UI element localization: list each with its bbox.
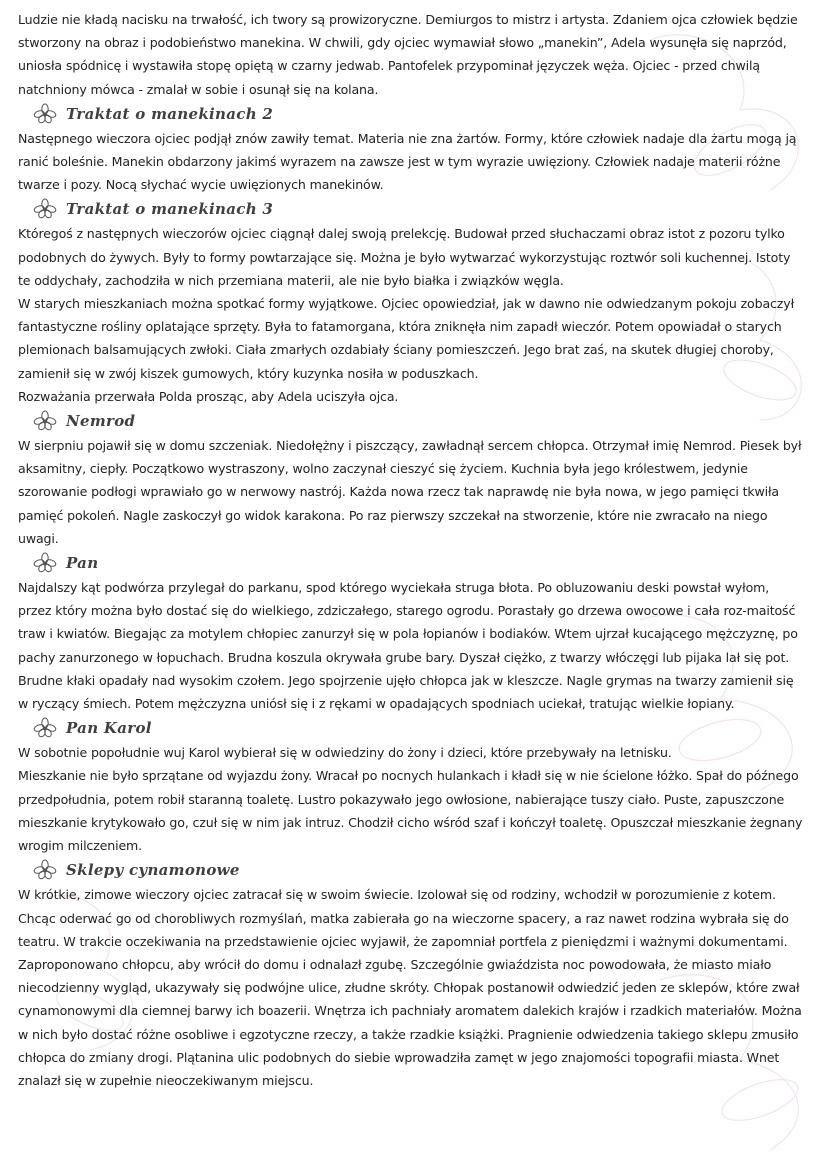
paragraph: W starych mieszkaniach można spotkać formy wyjątkowe. Ojciec opowiedział, jak w dawno nie odwiedzanym pokoju zobaczył fantastyczne rośliny oplatające sprzęty. Była to fatamorgana, która zniknęła nim zapadł wieczór. Potem opowiadał o starych plemionach balsamujących zwłoki. Ciała zmarłych ozdabiały ściany pomieszczeń. Jego brat zaś, na skutek długiej choroby, zamienił się w zwój kiszek gumowych, który kuzynka nosiła w poduszkach.: [18, 296, 794, 381]
paragraph: Rozważania przerwała Polda prosząc, aby Adela uciszyła ojca.: [18, 388, 399, 404]
paragraph: Któregoś z następnych wieczorów ojciec ciągnął dalej swoją prelekcję. Budował przed słuchaczami obraz istot z pozoru tylko podobnych do żywych. Były to formy powtarzające się. Można je było wytwarzać wykorzystując roztwór soli kuchennej. Istoty te oddychały, zachodziła w nich przemiana materii, ale nie było białka i związków węgla.: [18, 226, 791, 288]
section-heading: [18, 196, 806, 222]
paragraph: W krótkie, zimowe wieczory ojciec zatracał się w swoim świecie. Izolował się od rodziny, wchodził w porozumienie z kotem. Chcąc oderwać go od chorobliwych rozmyślań, matka zabierała go na wieczorne spacery, a raz nawet rodzina wybrała się do teatru. W trakcie oczekiwania na przedstawienie ojciec wyjawił, że zapomniał portfela z pieniędzmi i ważnymi dokumentami. Zaproponowano chłopcu, aby wrócił do domu i odnalazł zgubę. Szczególnie gwiaździsta noc powodowała, że miasto miało niecodzienny wygląd, ukazywały się podwójne ulice, złudne skróty. Chłopak postanowił odwiedzić jeden ze sklepów, które zwał cynamonowymi dla ciemnej barwy ich boazerii. Wnętrza ich pachniały aromatem dalekich krajów i rzadkich materiałów. Można w nich było dostać różne osobliwe i egzotyczne rzeczy, a także rzadkie książki. Pragnienie odwiedzenia takiego sklepu zmusiło chłopca do zmiany drogi. Plątanina ulic podobnych do siebie wprowadziła zamęt w jego znajomości topografii miasta. Wnet znalazł się w zupełnie nieoczekiwanym miejscu.: [18, 887, 802, 1088]
flower-icon: [32, 103, 58, 125]
section-heading-text: Pan: [66, 554, 99, 573]
paragraph: Następnego wieczora ojciec podjął znów zawiły temat. Materia nie zna żartów. Formy, które człowiek nadaje dla żartu mogą ją ranić boleśnie. Manekin obdarzony jakimś wyrazem na zawsze jest w tym wyrazie uwięziony. Człowiek nadaje materii różne twarze i pozy. Nocą słychać wycie uwięzionych manekinów.: [18, 130, 797, 193]
flower-icon: [32, 410, 58, 432]
flower-icon: [32, 717, 58, 739]
section-heading-text: Traktat o manekinach 3: [66, 200, 274, 219]
section-heading: [18, 408, 806, 434]
flower-icon: [32, 198, 58, 220]
paragraph: Najdalszy kąt podwórza przylegał do parkanu, spod którego wyciekała struga błota. Po obluzowaniu deski powstał wyłom, przez który można było dostać się do wielkiego, zdziczałego, starego ogrodu. Porastały go drzewa owocowe i cała roz-maitość traw i kwiatów. Biegając za motylem chłopiec zanurzył się w pola łopianów i bodiaków. Wtem ujrzał kucającego mężczyznę, po pachy zanurzonego w łopuchach. Brudna koszula okrywała grube bary. Dyszał ciężko, z twarzy włóczęgi lub pijaka lał się pot. Brudne kłaki opadały nad wysokim czołem. Jego spojrzenie ujęło chłopca jak w kleszcze. Nagle grymas na twarzy zamienił się w ryczący śmiech. Potem mężczyzna uniósł się i z rękami w opadających spodniach uciekał, tratując wielkie łopiany.: [18, 580, 798, 712]
document-content: [18, 8, 806, 1092]
section-heading-text: Traktat o manekinach 2: [66, 104, 274, 123]
section-heading: [18, 101, 806, 127]
paragraph: Mieszkanie nie było sprzątane od wyjazdu żony. Wracał po nocnych hulankach i kładł się w nie ścielone łóżko. Spał do późnego przedpołudnia, potem robił staranną toaletę. Lustro pokazywało jego owłosione, nabierające tuszy ciało. Puste, zapuszczone mieszkanie krytykowało go, czuł się w nim jak intruz. Chodził cicho wśród szaf i kończył toaletę. Opuszczał mieszkanie żegnany wrogim milczeniem.: [18, 768, 803, 854]
flower-icon: [32, 552, 58, 574]
paragraph: W sierpniu pojawił się w domu szczeniak. Niedołężny i piszczący, zawładnął sercem chłopca. Otrzymał imię Nemrod. Piesek był aksamitny, ciepły. Początkowo wystraszony, wolno zaczynał cieszyć się życiem. Kuchnia była jego królestwem, jedynie szorowanie podłogi wprawiało go w nerwowy nastrój. Każda nowa rzecz tak naprawdę nie była nowa, w jego pamięci tkwiła pamięć pokoleń. Nagle zaskoczył go widok karakona. Po raz pierwszy szczekał na stworzenie, które nie zwracało na niego uwagi.: [18, 438, 802, 546]
section-heading-text: Pan Karol: [66, 719, 152, 738]
section-heading-text: Nemrod: [66, 412, 136, 431]
paragraph: W sobotnie popołudnie wuj Karol wybierał się w odwiedziny do żony i dzieci, które przebywały na letnisku.: [18, 745, 672, 761]
section-heading-text: Sklepy cynamonowe: [66, 861, 240, 880]
section-heading: [18, 857, 806, 883]
section-heading: [18, 550, 806, 576]
section-heading: [18, 715, 806, 741]
flower-icon: [32, 859, 58, 881]
paragraph: Ludzie nie kładą nacisku na trwałość, ich twory są prowizoryczne. Demiurgos to mistrz i artysta. Zdaniem ojca człowiek będzie stworzony na obraz i podobieństwo manekina. W chwili, gdy ojciec wymawiał słowo „manekin”, Adela wysunęła się naprzód, uniosła spódnicę i wystawiła stopę opiętą w czarny jedwab. Pantofelek przypominał języczek węża. Ojciec - przed chwilą natchniony mówca - zmalał w sobie i osunął się na kolana.: [18, 12, 798, 97]
